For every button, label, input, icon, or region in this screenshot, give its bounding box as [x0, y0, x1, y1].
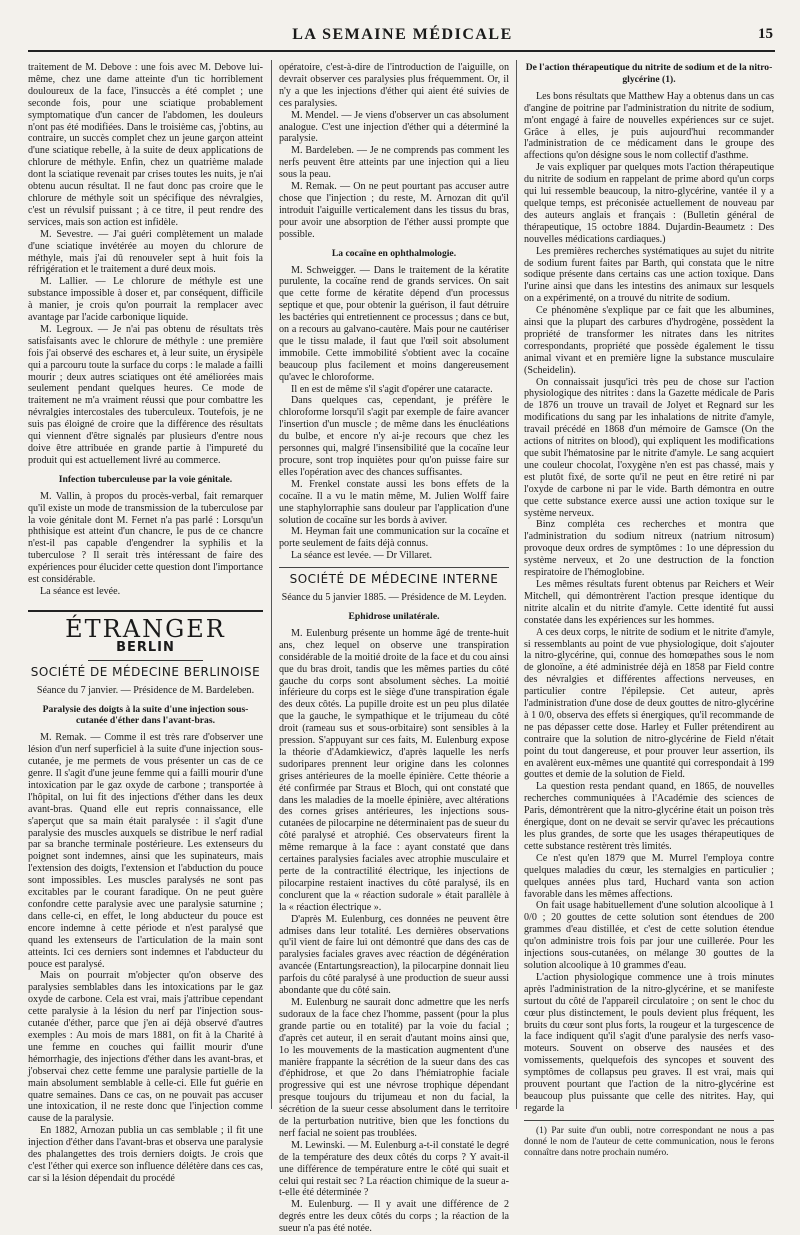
paragraph: M. Remak. — Comme il est très rare d'observer une lésion d'un nerf superficiel à la suite d'une injection sous-cutanée, je me permets de vous présenter un cas de ce genre. Il s'agit d'une jeune femme qui a failli mourir d'une intoxication par le gaz oxyde de carbone ; transportée à l'hôpital, on lui fit des injections d'éther dans les deux avant-bras. Quand elle eut repris connaissance, elle s'aperçut que sa main était paralysée : il s'agit d'une paralysie des muscles auxquels se distribue le nerf radial par sa branche terminale postérieure. Les extenseurs du poignet sont indemnes, ainsi que les supinateurs, mais l'extension des doigts, l'extension et l'abduction du pouce sont impossibles. Les muscles paralysés ne sont pas excitables par le courant faradique. On ne peut guère confondre cette paralysie avec une paralysie saturnine ; dans celle-ci, en effet, le long abducteur du pouce est encore indemne à cette période et n'est paralysé que quand les extenseurs de l'articulation de la main sont atteints. Ici ces derniers sont indemnes et l'abducteur du pouce est paralysé.	[28, 732, 263, 970]
society-heading: SOCIÉTÉ DE MÉDECINE BERLINOISE	[30, 664, 261, 679]
society-heading: SOCIÉTÉ DE MÉDECINE INTERNE	[289, 572, 499, 587]
column-2	[279, 62, 509, 1235]
paragraph: La séance est levée. — Dr Villaret.	[291, 550, 433, 562]
column-3	[524, 62, 774, 1158]
section-heading: La cocaïne en ophthalmologie.	[331, 247, 457, 259]
paragraph: M. Mendel. — Je viens d'observer un cas absolument analogue. C'est une injection d'éther qui a déterminé la paralysie.	[279, 109, 509, 145]
paragraph: On connaissait jusqu'ici très peu de chose sur l'action physiologique des nitrites : dans la Gazette médicale de Paris de 1876 un trouve un travail de Jolyet et Regnard sur les modifications du sang par les inhalations de nitrite d'amyle, travail précédé en 1868 d'un mémoire de Gamsce (On the actions of nitrites on blood), qui expliquent les modifications que subit l'hématosine par le nitrite d'amyle. Le sang acquiert une couleur chocolat, l'oxygène n'en est pas chassé, mais y est plutôt fixé, de sorte qu'il ne peut en être retiré ni par l'oxyde de carbone ni par le vide. Barth démontra en outre que cette substance exerce aussi une action toxique sur le système nerveux.	[524, 376, 774, 519]
paragraph: M. Frenkel constate aussi les bons effets de la cocaïne. Il a vu le matin même, M. Julien Wolff faire une staphylorraphie sans douleur par l'application d'une solution de cocaïne sur les bords à aviver.	[279, 478, 509, 526]
paragraph: Dans quelques cas, cependant, je préfère le chloroforme lorsqu'il s'agit par exemple de faire avancer l'insertion d'un muscle ; de même dans les énucléations du bulbe, et encore n'y ai-je recours que chez les personnes qui, malgré l'insensibilité que la cocaïne leur procure, sont trop inquiètes pour qu'on puisse faire sur elles l'opération avec des chances suffisantes.	[279, 395, 509, 478]
paragraph: M. Lewinski. — M. Eulenburg a-t-il constaté le degré de la température des deux côtés du corps ? Y avait-il une différence de température entre le côté qui suait et celui qui restait sec ? La réaction chimique de la sueur a-t-elle été déterminée ?	[279, 1139, 509, 1199]
paragraph: On fait usage habituellement d'une solution alcoolique à 1 0/0 ; 20 gouttes de cette solution sont étendues de 200 grammes d'eau distillée, et c'est de cette solution étendue qu'on administre trois fois par jour une cuillerée. Pour les injections sous-cutanées, on mélange 30 gouttes de la solution alcoolique à 10 grammes d'eau.	[524, 900, 774, 971]
paragraph: M. Vallin, à propos du procès-verbal, fait remarquer qu'il existe un mode de transmission de la tuberculose par la voie génitale dont M. Fernet n'a pas parlé : Lorsqu'un phthisique est atteint d'un chancre, le pus de ce chancre n'est-il pas capable d'engendrer la syphilis et la tuberculose ? Il serait très intéressant de faire des expériences pour élucider cette question dont l'importance est considérable.	[28, 490, 264, 586]
paragraph: M. Schweigger. — Dans le traitement de la kératite purulente, la cocaïne rend de grands services. On sait que cette forme de kératite dépend d'un processus septique et que, pour obtenir la guérison, il faut détruire les bactéries qui entretiennent ce processus ; dans ce but, on a recours au galvano-cautère. Mais pour ne cautériser que le tissu malade, il faut que l'œil soit absolument immobile. Cette immobilité s'obtient avec la cocaïne beaucoup plus facilement et moins dangereusement qu'avec le chloroforme.	[279, 264, 509, 383]
paragraph: D'après M. Eulenburg, ces données ne peuvent être admises dans leur totalité. Les dernières observations qu'il vient de faire lui ont démontré que dans des cas de paralysies faciales graves avec réaction de dégénération avancée (Entartungsreaction), la pilocarpine donnait lieu parfois du côté paralysé à une production de sueur aussi abondante que du côté sain.	[279, 913, 509, 997]
paragraph: Les bons résultats que Matthew Hay a obtenus dans un cas d'angine de poitrine par l'administration du nitrite de sodium, m'ont engagé à faire de nouvelles expériences sur ce sujet. Grâce à elles, je puis aujourd'hui recommander l'administration de ce médicament dans le groupe des affections qu'on désigne sous le nom collectif d'asthme.	[524, 90, 774, 162]
paragraph: M. Lallier. — Le chlorure de méthyle est une substance impossible à doser et, par conséquent, difficile à manier, je crois qu'on pourrait la remplacer avec avantage par l'acide carbonique liquide.	[28, 276, 263, 324]
paragraph: Je vais expliquer par quelques mots l'action thérapeutique du nitrite de sodium en rappelant de prime abord qu'un corps qui lui ressemble beaucoup, la nitro-glycérine, vantée il y a quelque temps, est préconisée actuellement de nouveau par des auteurs anglais et français : (Bulletin général de thérapeutique, 15 octobre 1884. Dujardin-Beaumetz : Des nouvelles médications cardiaques.)	[524, 162, 774, 245]
paragraph: L'action physiologique commence une à trois minutes après l'administration de la nitro-glycérine, et se manifeste surtout du côté de l'appareil circulatoire ; on sent le choc du cœur plus distinctement, le pouls devient plus fréquent, les bruits du cœur sont plus forts, la rougeur et la turgescence de la face indiquent qu'il s'agit d'une paralysie des nerfs vaso-moteurs. Souvent on observe des nausées et des vomissements, quelquefois des syncopes et souvent des symptômes de collapsus peu graves. Il est vrai, mais qui prouvent pourtant que l'action de la nitro-glycérine est beaucoup plus puissante que celle des nitrites. Hay, qui regarde la	[524, 971, 774, 1114]
footnote: (1) Par suite d'un oubli, notre correspondant ne nous a pas donné le nom de l'auteur de cette communication, nous le ferons connaître dans notre prochain numéro.	[524, 1125, 774, 1158]
session-line: Séance du 5 janvier 1885. — Présidence de M. Leyden.	[281, 592, 507, 604]
footnote-rule	[524, 1120, 774, 1121]
short-rule	[88, 660, 203, 661]
paragraph: En 1882, Arnozan publia un cas semblable ; il fit une injection d'éther dans l'avant-bras et observa une paralysie des phalangettes des trois derniers doigts. Je crois que c'est l'éther qui exerce son influence délétère dans ces cas, car si la lésion dépendait du procédé	[28, 1125, 263, 1184]
journal-title: LA SEMAINE MÉDICALE	[292, 26, 513, 43]
paragraph: Les mêmes résultats furent obtenus par Reichers et Weir Mitchell, qui démontrèrent l'action presque identique du nitrite alcalin et du nitrite d'amyle. Cette identité fut aussi constatée dans les expériences sur les hommes.	[524, 578, 774, 626]
paragraph: Les premières recherches systématiques au sujet du nitrite de sodium furent faites par Barth, qui constata que le nitre sodique présente dans certains cas une action toxique. Dans l'urine ainsi que dans les intestins des animaux sur lesquels on a expérimenté, on a trouvé du nitrite de sodium.	[524, 245, 774, 305]
session-line: Séance du 7 janvier. — Présidence de M. Bardeleben.	[36, 684, 255, 696]
paragraph: A ces deux corps, le nitrite de sodium et le nitrite d'amyle, si ressemblants au point de vue physiologique, doit s'ajouter la nitro-glycérine, qui, connue des homœpathes sous le nom de glonoïne, a été administrée déjà en 1858 par Field contre des névralgies et différentes affections nerveuses, en particulier contre l'épilepsie. Cet auteur, après l'administration d'une dose de deux gouttes de nitro-glycérine à 1 0/0, observa des effets si énergiques, qu'il recommande de ne pas dépasser cette dose. Harley et Fuller prétendirent au contraire que la solution de nitro-glycérine de Field n'était point du tout dangereuse, et pour prouver leur assertion, ils en avalèrent eux-mêmes une quantité qui correspondait à 199 gouttes et demie de la solution de Field.	[524, 626, 774, 781]
paragraph: Ce phénomène s'explique par ce fait que les albumines, ainsi que la plupart des carbures d'hydrogène, possèdent la propriété de transformer les nitrates dans les nitrites correspondants, propriété que possède également le tissu animal vivant et en première ligne la substance musculaire (Scheidelin).	[524, 305, 774, 376]
paragraph: Mais on pourrait m'objecter qu'on observe des paralysies semblables dans les intoxications par le gaz oxyde de carbone. Cela est vrai, mais j'attribue cependant cette paralysie à la lésion du nerf par l'injection sous-cutanée d'éther, parce que j'en ai déjà observé d'autres exemples : Au mois de mars 1881, on fit à la Charité à une femme en couches qui faillit mourir d'une hémorrhagie, des injections d'éther dans les avant-bras, et j'observai chez cette femme une paralysie partielle de la main absolument semblable à celle-ci. Elle fut guérie en quatre semaines. Dans ce cas, on ne pouvait pas accuser une intoxication, il ne reste donc que l'injection comme cause de la paralysie.	[28, 970, 263, 1125]
paragraph: M. Remak. — On ne peut pourtant pas accuser autre chose que l'injection ; du reste, M. Arnozan dit qu'il introduit l'aiguille verticalement dans les tissus du bras, pour avoir une absorption de l'éther aussi prompte que possible.	[279, 181, 509, 240]
paragraph: opératoire, c'est-à-dire de l'introduction de l'aiguille, on devrait observer ces paralysies plus fréquemment. Or, il n'y a que les injections d'éther qui aient été suivies de ces paralysies.	[279, 62, 509, 109]
paragraph: M. Sevestre. — J'ai guéri complètement un malade d'une sciatique invétérée au moyen du chlorure de méthyle, mais j'ai dû renouveler sept à huit fois la réfrigération et le traitement a duré deux mois.	[28, 228, 263, 276]
page-number: 15	[758, 26, 773, 42]
paragraph: M. Eulenburg présente un homme âgé de trente-huit ans, chez lequel on observe une transpiration considérable de la moitié droite de la face et du cou ainsi que du bras droit, tandis que les mêmes parties du côté gauche du corps sont absolument sèches. La moitié inférieure du corps est le siège d'une transpiration égale des deux côtés. La pupille droite est un peu plus dilatée que la gauche, le sympathique et le trijumeau du côté droit (rameau sus et sous-orbitaire) sont sensibles à la pression. S'appuyant sur ces faits, M. Eulenburg expose la théorie d'Adamkiewicz, d'après laquelle les nerfs sudoripares prennent leur origine dans les colonnes grises antérieures de la moelle épinière. Cette théorie a été confirmée par Straus et Bloch, qui ont constaté que dans les maladies de la moelle épinière, avec altérations des cornes grises antérieures, les injections sous-cutanées de pilocarpine ne déterminaient pas de sueur du côté paralysé et atrophié. Ces observateurs firent la même remarque à la face : ayant constaté que dans certaines paralysies faciales avec atrophie musculaire et perte de la contractilité électrique, les injections de pilocarpine restaient inactives du côté paralysé, ils en conclurent que la « réaction sudorale » était parallèle à la « réaction électrique ».	[279, 627, 509, 913]
paragraph: La séance est levée.	[40, 585, 121, 597]
column-1	[28, 62, 264, 1184]
paragraph: Ce n'est qu'en 1879 que M. Murrel l'employa contre quelques maladies du cœur, les sternalgies en particulier ; quelques années plus tard, Huchard vanta son action favorable dans les mêmes affections.	[524, 852, 774, 900]
paragraph: M. Legroux. — Je n'ai pas obtenu de résultats très satisfaisants avec le chlorure de méthyle : une première fois j'ai observé des eschares et, à leur suite, un érysipèle qui a parcouru toute la surface du corps : le malade a failli mourir ; deux autres sciatiques ont été améliorées mais seulement pendant quelques heures. Ce mode de traitement ne m'a vraiment réussi que pour combattre les névralgies intercostales des tuberculeux. Toutefois, je ne suis pas éloigné de croire que la différence des résultats qui viennent d'être signalés par plusieurs d'entre nous doive être attribuée en grande partie à l'impureté du produit qui est actuellement livré au commerce.	[28, 323, 263, 466]
paragraph: M. Bardeleben. — Je ne comprends pas comment les nerfs peuvent être atteints par une injection qui a lieu sous la peau.	[279, 145, 509, 181]
page-header	[30, 26, 775, 50]
paragraph: La question resta pendant quand, en 1865, de nouvelles recherches communiquées à l'Académie des sciences de Paris, démontrèrent que la nitro-glycérine était un poison très énergique, dont on ne devait se servir qu'avec les précautions les plus grandes, de sorte que les usages thérapeutiques de cette substance restèrent très limités.	[524, 781, 774, 852]
column-divider	[516, 60, 517, 1109]
paragraph: traitement de M. Debove : une fois avec M. Debove lui-même, chez une dame atteinte d'un tic horriblement douloureux de la face, l'insuccès a été complet ; une seconde fois, pour une sciatique probablement symptomatique d'un cancer de l'abdomen, les douleurs n'ont pas été modifiées. Dans le troisième cas, j'obtins, au contraire, un succès complet chez un jeune garçon atteint d'une sciatique rebelle, à la suite de deux applications de chlorure de méthyle. Enfin, chez un quatrième malade dont la sciatique revenait par crises toutes les nuits, je n'ai obtenu aucun résultat. Il ne faut donc pas croire que le chlorure de méthyle soit un spécifique des névralgies, c'est un révulsif puissant ; à ce titre, il peut rendre des services, mais son action est infidèle.	[28, 62, 263, 228]
paragraph: M. Eulenburg ne saurait donc admettre que les nerfs sudoraux de la face chez l'homme, passent (pour la plus grande partie ou en totalité) par la voie du facial ; d'après cet auteur, il en serait d'autant moins ainsi que, 1o les mouvements de la mastication augmentent d'une manière frappante la sécrétion de la sueur dans des cas d'éphidrose, et que 2o dans l'hémiatrophie faciale progressive qui est une névrose trophique dépendant presque toujours du trijumeau et non du facial, la sécrétion de la sueur cesse absolument dans le territoire de la perturbation nutritive, bien que les fonctions du nerf facial ne soient pas troublées.	[279, 996, 509, 1139]
column-divider	[271, 60, 272, 1109]
header-rule	[28, 50, 775, 52]
etranger-heading: ÉTRANGER	[28, 610, 263, 636]
paragraph: Il en est de même s'il s'agit d'opérer une cataracte.	[291, 383, 493, 395]
paragraph: Binz compléta ces recherches et montra que l'administration du sodium nitreux (natrium nitrosum) provoque deux ordres de symptômes : 1o une dépression du système nerveux, et 2o une destruction de la fonction respiratoire de l'hémoglobine.	[524, 519, 774, 579]
paragraph: M. Eulenburg. — Il y avait une différence de 2 degrés entre les deux côtés du corps ; la réaction de la sueur n'a pas été notée.	[279, 1199, 509, 1235]
section-heading: Ephidrose unilatérale.	[348, 610, 440, 622]
section-heading: De l'action thérapeutique du nitrite de sodium et de la nitro-glycérine (1).	[525, 62, 773, 85]
section-heading: Infection tuberculeuse par la voie génitale.	[58, 473, 233, 485]
section-rule	[279, 567, 509, 568]
paragraph: M. Heyman fait une communication sur la cocaïne et porte seulement de faits déjà connus.	[279, 526, 509, 550]
section-heading: Paralysie des doigts à la suite d'une injection sous-cutanée d'éther dans l'avant-bras.	[42, 703, 249, 727]
city-heading: BERLIN	[116, 639, 175, 655]
